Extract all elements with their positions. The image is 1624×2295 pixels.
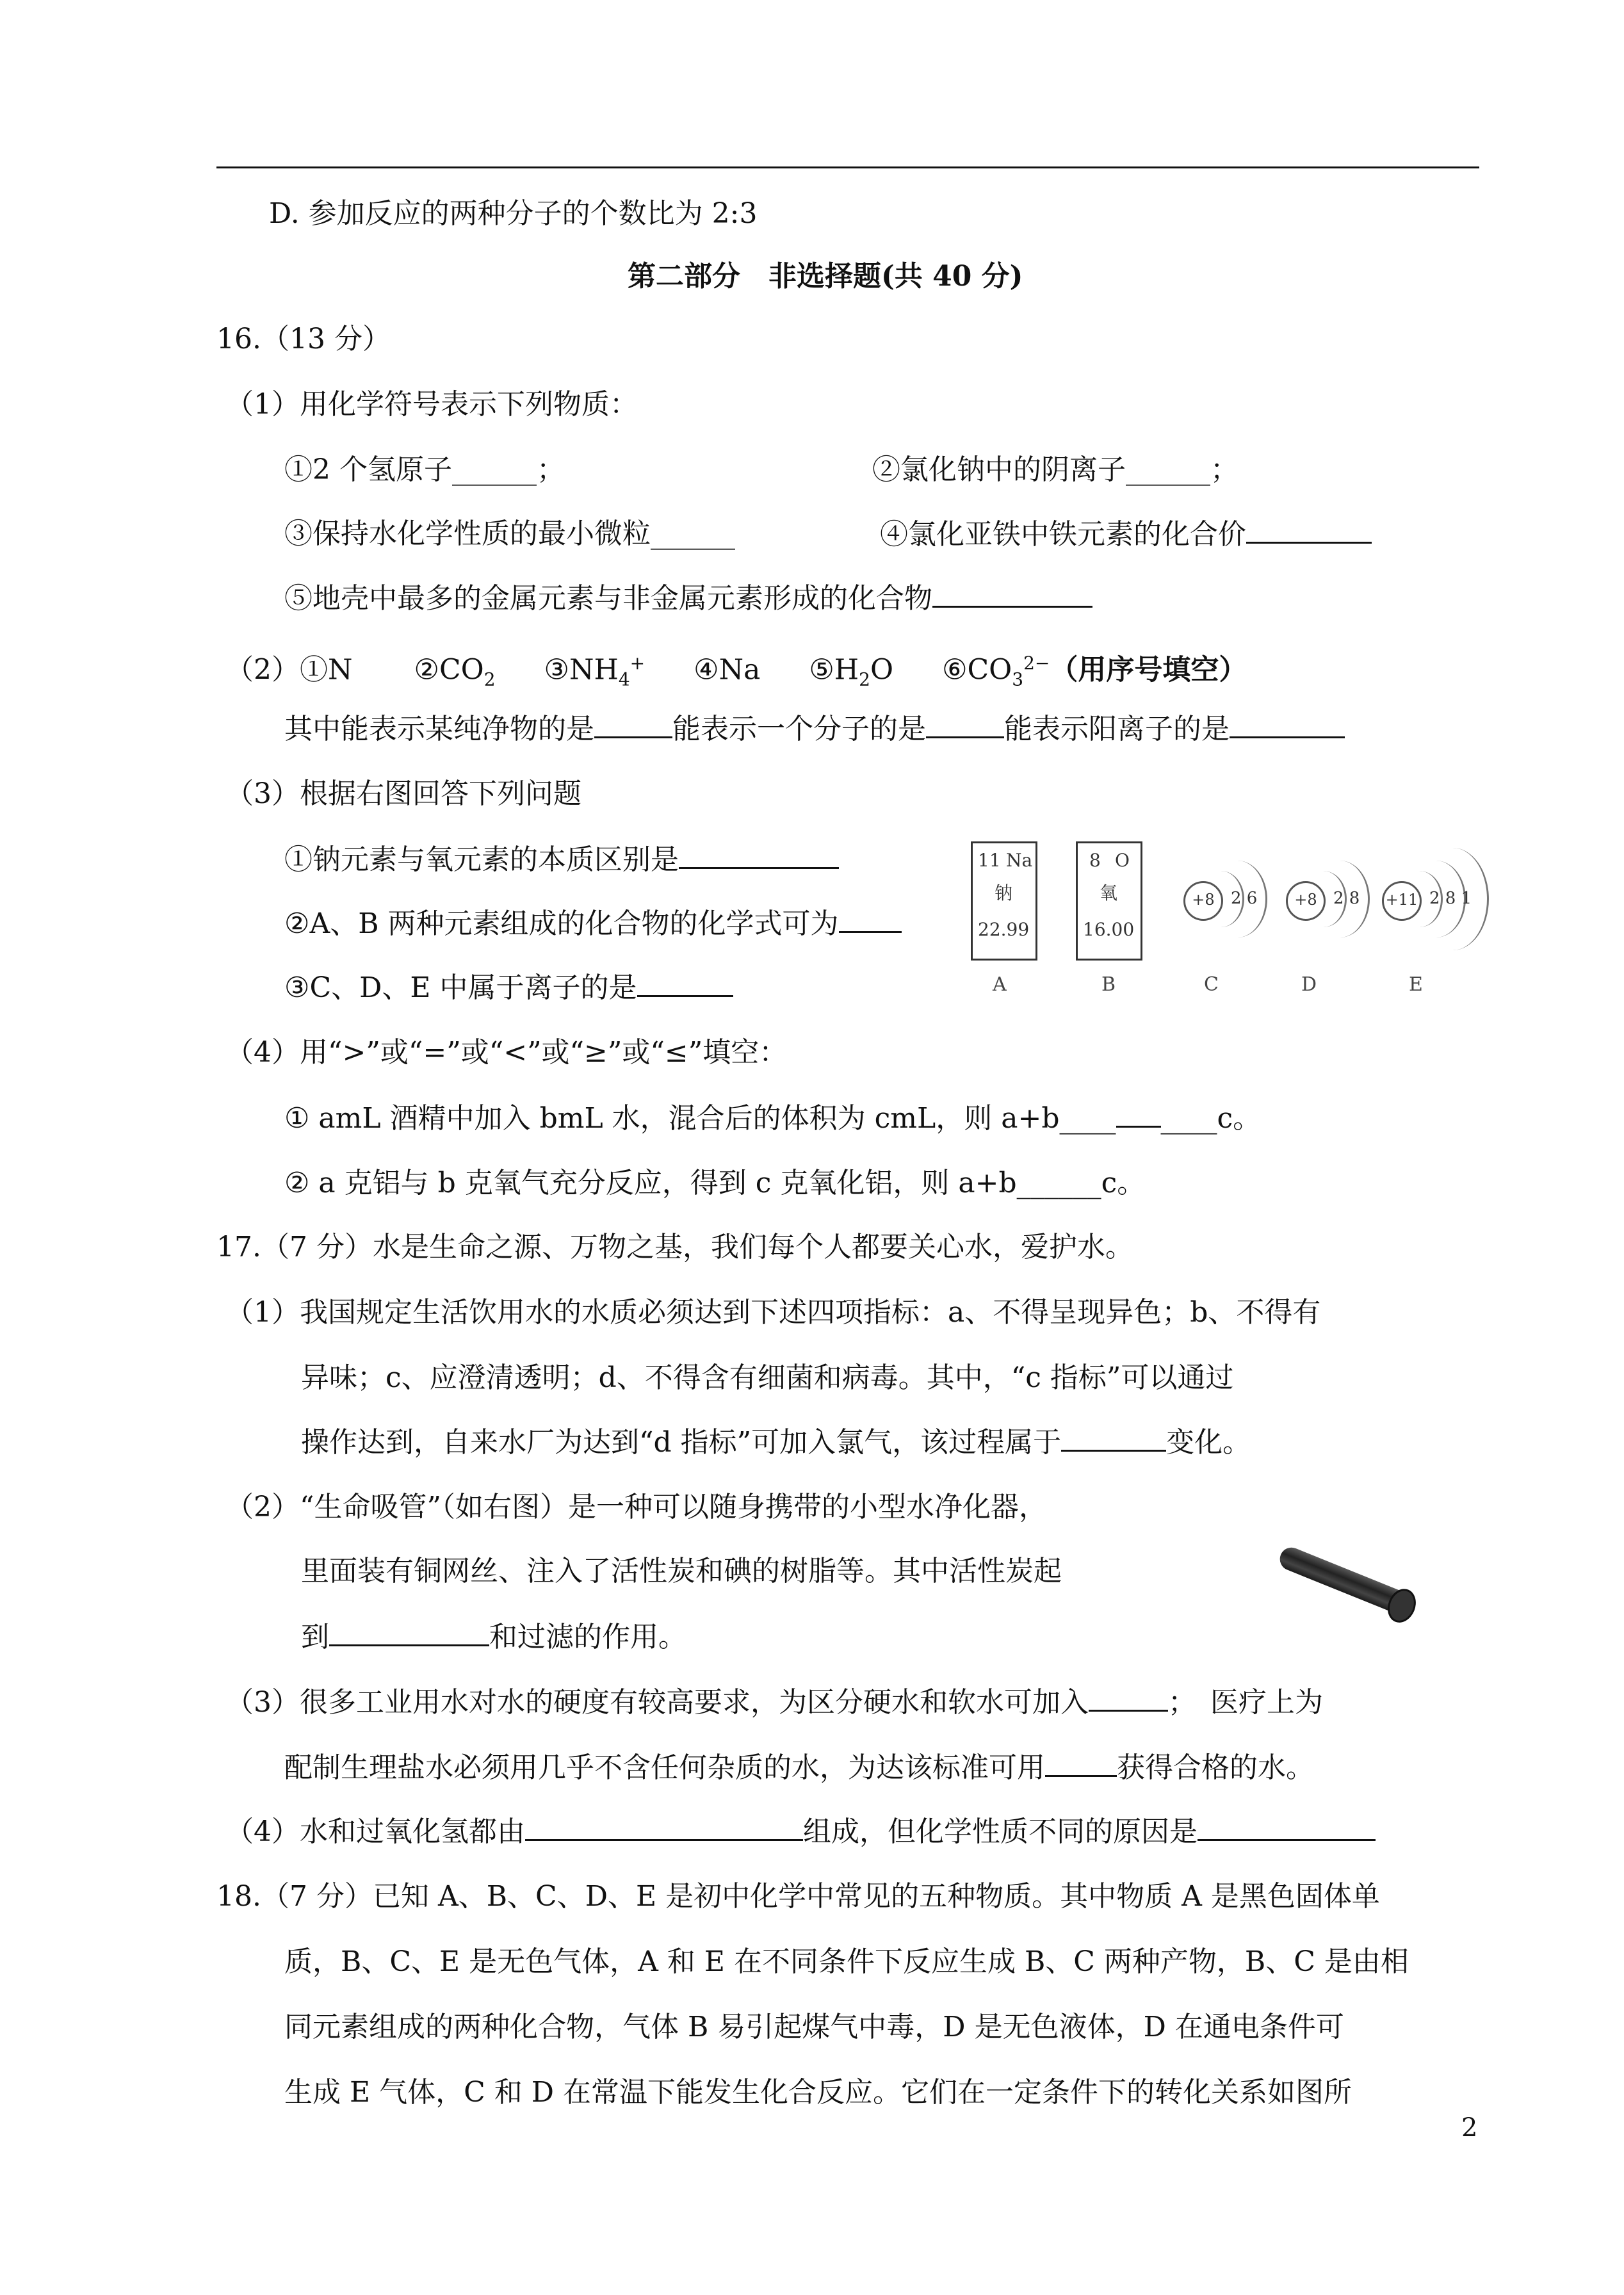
q16-p1-item2: ②氯化钠中的阴离子______； [872, 453, 1238, 486]
header-rule [216, 166, 1479, 168]
atomic-number: 8 [1089, 850, 1101, 871]
answer-blank[interactable] [1198, 1813, 1376, 1841]
element-symbol: Na [1006, 850, 1033, 871]
section-title: 第二部分 非选择题(共 40 分) [628, 260, 1023, 293]
element-name: 氧 [1100, 882, 1118, 904]
element-card-sodium [971, 841, 1037, 961]
q18-line4: 生成 E 气体，C 和 D 在常温下能发生化合反应。它们在一定条件下的转化关系如图所 [284, 2076, 1352, 2109]
answer-blank[interactable] [1230, 711, 1345, 738]
atom-diagram-c [1178, 852, 1274, 948]
q16-part1-heading: （1）用化学符号表示下列物质： [225, 388, 638, 421]
q16-p1-item5: ⑤地壳中最多的金属元素与非金属元素形成的化合物 [284, 580, 1092, 617]
q16-p3-item2: ②A、B 两种元素组成的化合物的化学式可为 [284, 905, 902, 942]
life-straw-image [1276, 1544, 1415, 1618]
q16-p4-item2: ② a 克铝与 b 克氧气充分反应，得到 c 克氧化铝，则 a+b______c。 [284, 1167, 1146, 1199]
atom-diagram-e [1377, 839, 1486, 948]
figure-label-a: A [993, 973, 1007, 996]
figure-label-b: B [1101, 973, 1116, 996]
q18-line1: 18.（7 分）已知 A、B、C、D、E 是初中化学中常见的五种物质。其中物质 A 是黑色固体单 [216, 1880, 1380, 1913]
answer-blank[interactable] [594, 711, 672, 738]
answer-blank[interactable] [839, 905, 902, 933]
figure-label-c: C [1204, 973, 1219, 996]
q16-p4-item1: ① amL 酒精中加入 bmL 水，混合后的体积为 cmL，则 a+b____ ____c。 [284, 1100, 1261, 1137]
answer-blank[interactable] [329, 1619, 489, 1646]
element-name: 钠 [995, 882, 1013, 904]
q17-p1-line2: 异味；c、应澄清透明；d、不得含有细菌和病毒。其中，“c 指标”可以通过 [301, 1361, 1234, 1394]
q16-p1-item3: ③保持水化学性质的最小微粒______ [284, 517, 735, 550]
electron-counts: 2 8 1 [1429, 889, 1472, 908]
q16-p3-item1: ①钠元素与氧元素的本质区别是 [284, 841, 839, 878]
element-symbol: O [1115, 850, 1130, 871]
option-d: D. 参加反应的两种分子的个数比为 2:3 [269, 197, 758, 230]
q16-part3-heading: （3）根据右图回答下列问题 [225, 777, 581, 810]
page-number: 2 [1461, 2113, 1478, 2143]
answer-blank[interactable] [926, 711, 1004, 738]
answer-blank[interactable] [932, 580, 1092, 608]
figure-label-d: D [1301, 973, 1317, 996]
q17-p2-line1: （2）“生命吸管”（如右图）是一种可以随身携带的小型水净化器， [225, 1491, 1047, 1523]
answer-blank[interactable] [679, 841, 839, 869]
q16-part4-heading: （4）用“>”或“=”或“<”或“≥”或“≤”填空： [225, 1036, 788, 1069]
q17-p1-line3: 操作达到，自来水厂为达到“d 指标”可加入氯气，该过程属于 变化。 [301, 1424, 1251, 1461]
q18-line2: 质，B、C、E 是无色气体，A 和 E 在不同条件下反应生成 B、C 两种产物，B、C 是由相 [284, 1945, 1409, 1978]
q16-p1-item1: ①2 个氢原子______； [284, 453, 565, 486]
q18-line3: 同元素组成的两种化合物，气体 B 易引起煤气中毒，D 是无色液体，D 在通电条件可 [284, 2011, 1344, 2043]
q17-p2-line2: 里面装有铜网丝、注入了活性炭和碘的树脂等。其中活性炭起 [301, 1555, 1062, 1587]
q16-p3-item3: ③C、D、E 中属于离子的是 [284, 969, 733, 1006]
atom-diagram-d [1281, 852, 1377, 948]
q17-p1-line1: （1）我国规定生活饮用水的水质必须达到下述四项指标：a、不得呈现异色；b、不得有 [225, 1296, 1321, 1329]
element-card-oxygen [1076, 841, 1142, 961]
figure-label-e: E [1409, 973, 1423, 996]
atomic-number: 11 [978, 850, 1001, 871]
q17-p4: （4）水和过氧化氢都由 组成，但化学性质不同的原因是 [225, 1813, 1376, 1850]
atomic-mass: 16.00 [1083, 919, 1135, 940]
nucleus: +8 [1286, 881, 1326, 921]
electron-counts: 2 8 [1333, 889, 1360, 908]
nucleus: +8 [1183, 881, 1223, 921]
answer-blank[interactable] [637, 969, 733, 997]
q16-part2-question: 其中能表示某纯净物的是 能表示一个分子的是 能表示阳离子的是 [284, 711, 1345, 747]
answer-blank[interactable] [1045, 1749, 1117, 1777]
q16-part2-options: （2）①N $②CO_2$ $③NH_4^+$ ④Na $⑤H_2O$ $⑥CO_3^{2-}$（用序号填空） [225, 653, 1247, 690]
q17-p2-line3: 到 和过滤的作用。 [301, 1619, 686, 1655]
answer-blank[interactable] [1061, 1424, 1166, 1452]
q16-heading: 16.（13 分） [216, 323, 391, 355]
q16-p1-item4: ④氯化亚铁中铁元素的化合价 [880, 516, 1372, 553]
answer-blank[interactable] [1246, 516, 1372, 544]
answer-blank[interactable] [525, 1813, 803, 1841]
q17-p3-line1: （3）很多工业用水对水的硬度有较高要求，为区分硬水和软水可加入 ； 医疗上为 [225, 1684, 1323, 1721]
answer-blank[interactable] [1116, 1100, 1161, 1128]
answer-blank[interactable] [1089, 1684, 1168, 1712]
electron-counts: 2 6 [1231, 889, 1258, 908]
atomic-mass: 22.99 [978, 919, 1030, 940]
nucleus: +11 [1382, 881, 1422, 921]
q17-p3-line2: 配制生理盐水必须用几乎不含任何杂质的水，为达该标准可用 获得合格的水。 [284, 1749, 1314, 1786]
q17-heading: 17.（7 分）水是生命之源、万物之基，我们每个人都要关心水，爱护水。 [216, 1231, 1133, 1263]
